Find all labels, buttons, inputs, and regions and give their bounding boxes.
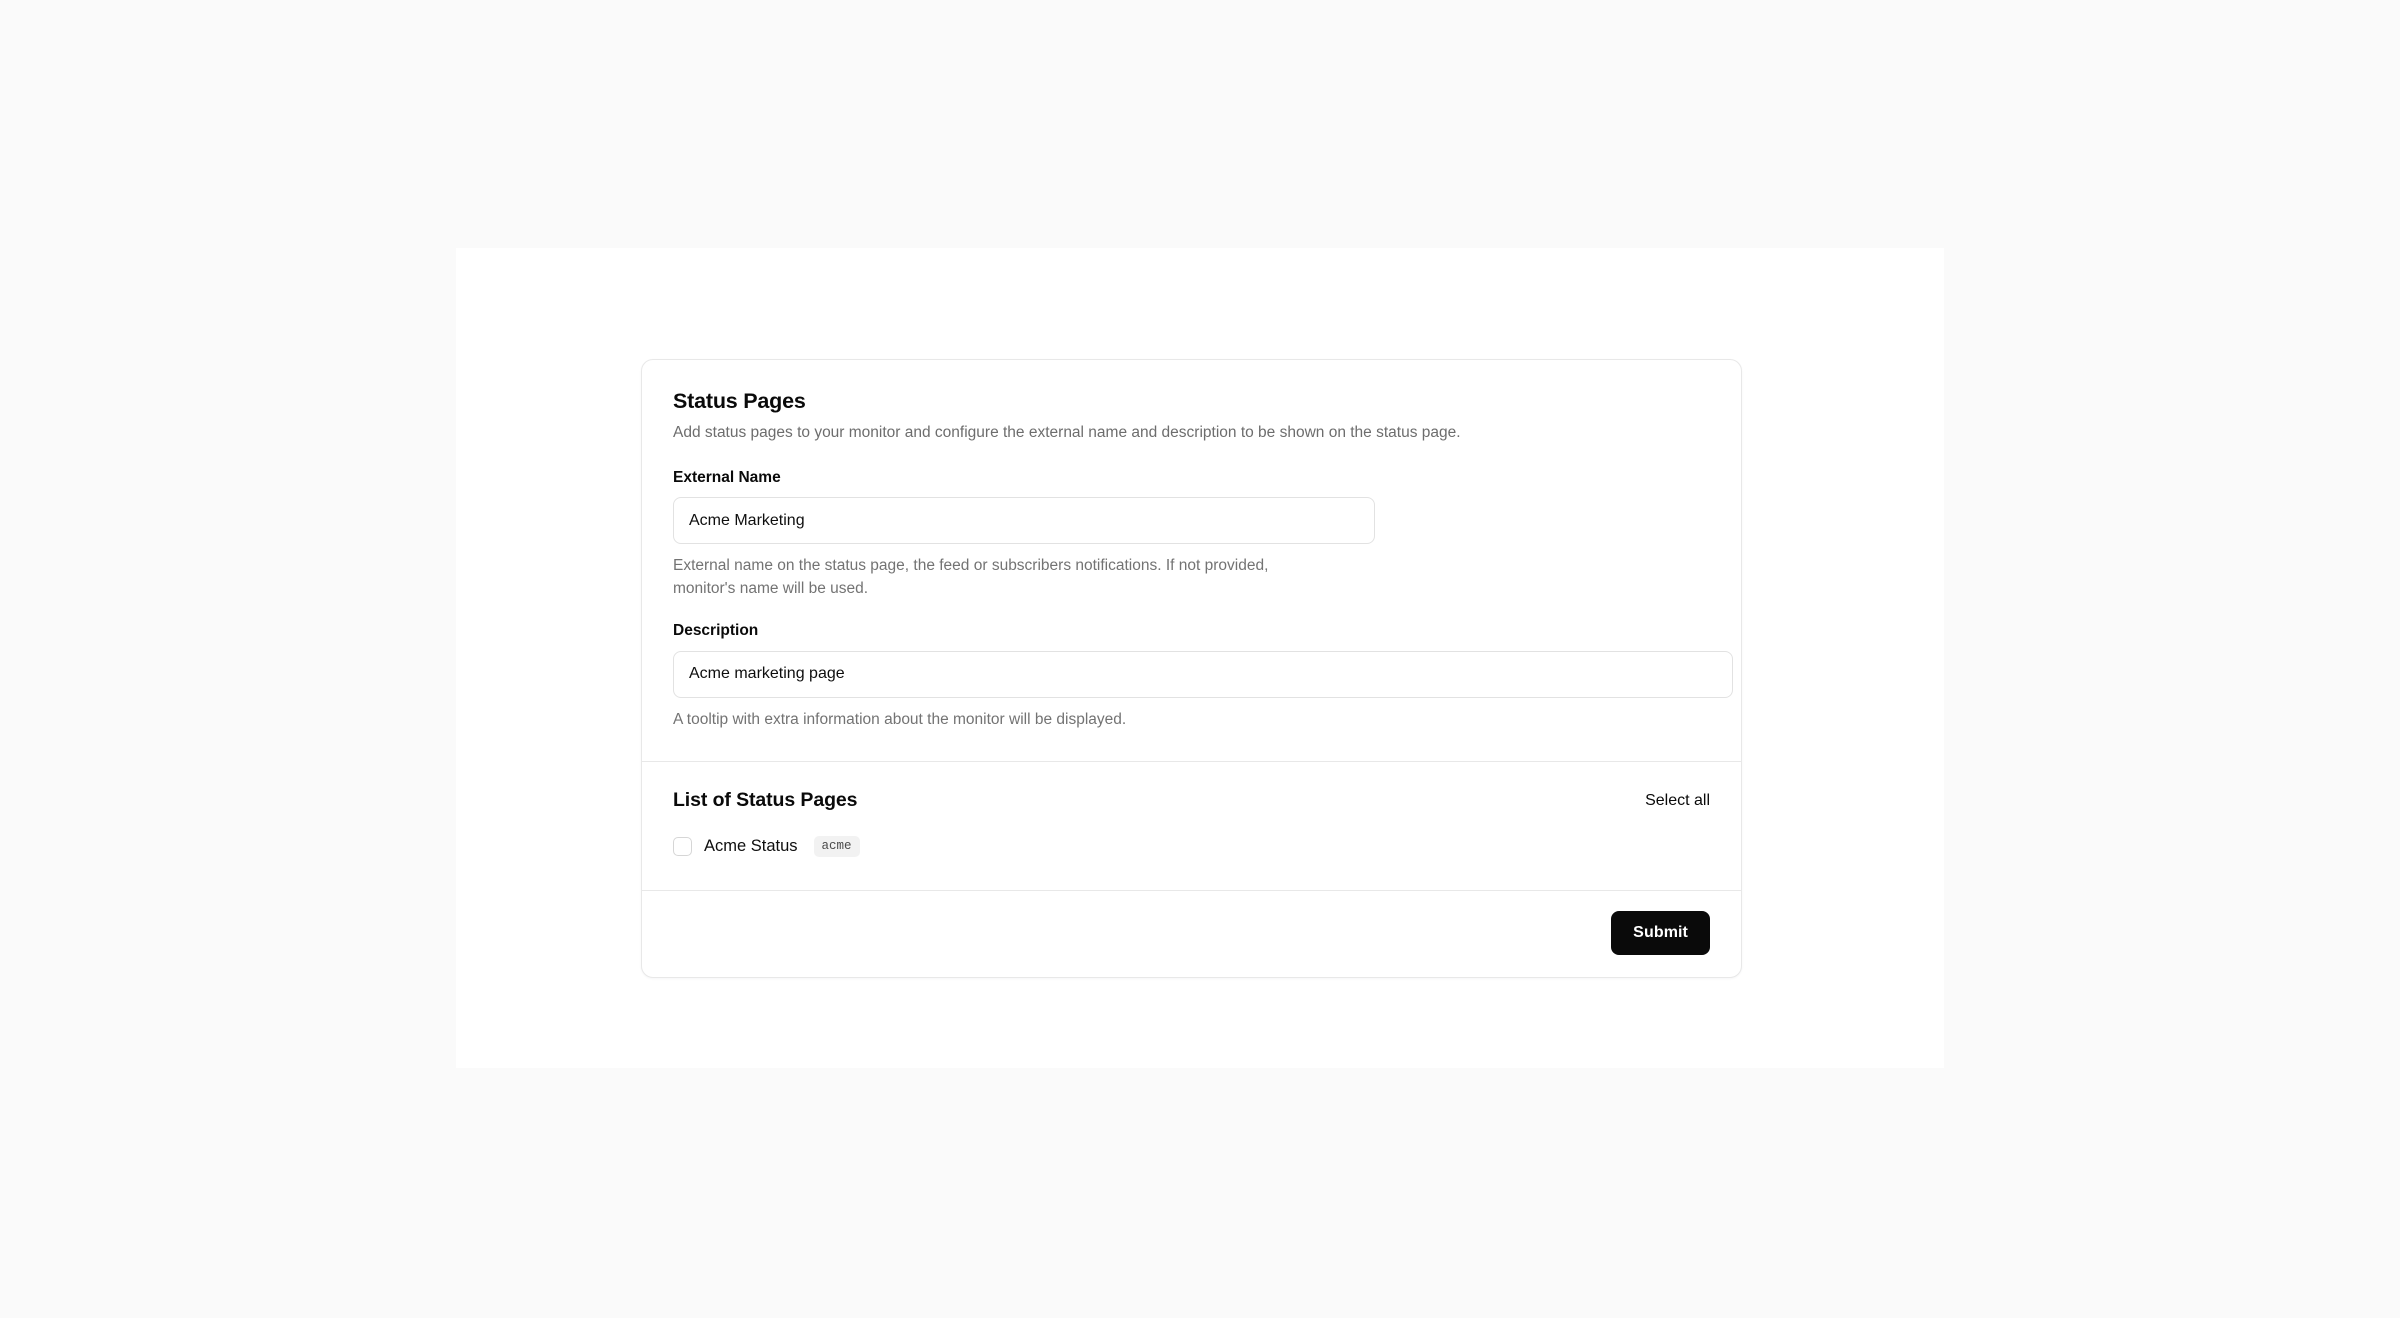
- status-pages-list-section: [642, 762, 1741, 890]
- status-page-name: Acme Status: [704, 836, 798, 855]
- status-page-checkbox[interactable]: [673, 837, 692, 856]
- description-help-text: A tooltip with extra information about the monitor will be displayed.: [673, 710, 1127, 728]
- external-name-help-text: External name on the status page, the feed or subscribers notifications. If not provided, monitor's name will be used.: [673, 557, 1269, 598]
- description-field-group: [673, 621, 1710, 731]
- external-name-label: External Name: [673, 469, 781, 487]
- status-pages-form-section: [642, 360, 1741, 761]
- external-name-field-group: [673, 468, 1710, 601]
- description-label: Description: [673, 622, 759, 640]
- card-subtitle: Add status pages to your monitor and configure the external name and description to be shown on the status page.: [673, 423, 1461, 441]
- external-name-input[interactable]: [673, 497, 1375, 544]
- select-all-button[interactable]: Select all: [1645, 791, 1710, 809]
- status-pages-card: [641, 359, 1742, 978]
- submit-button[interactable]: Submit: [1611, 911, 1710, 955]
- list-item[interactable]: [673, 833, 1710, 861]
- card-footer: [642, 891, 1741, 977]
- description-input[interactable]: [673, 651, 1733, 698]
- page-title: Status Pages: [673, 389, 806, 413]
- list-title: List of Status Pages: [673, 789, 858, 812]
- status-page-slug-badge: acme: [814, 836, 860, 858]
- list-header: [673, 788, 1710, 812]
